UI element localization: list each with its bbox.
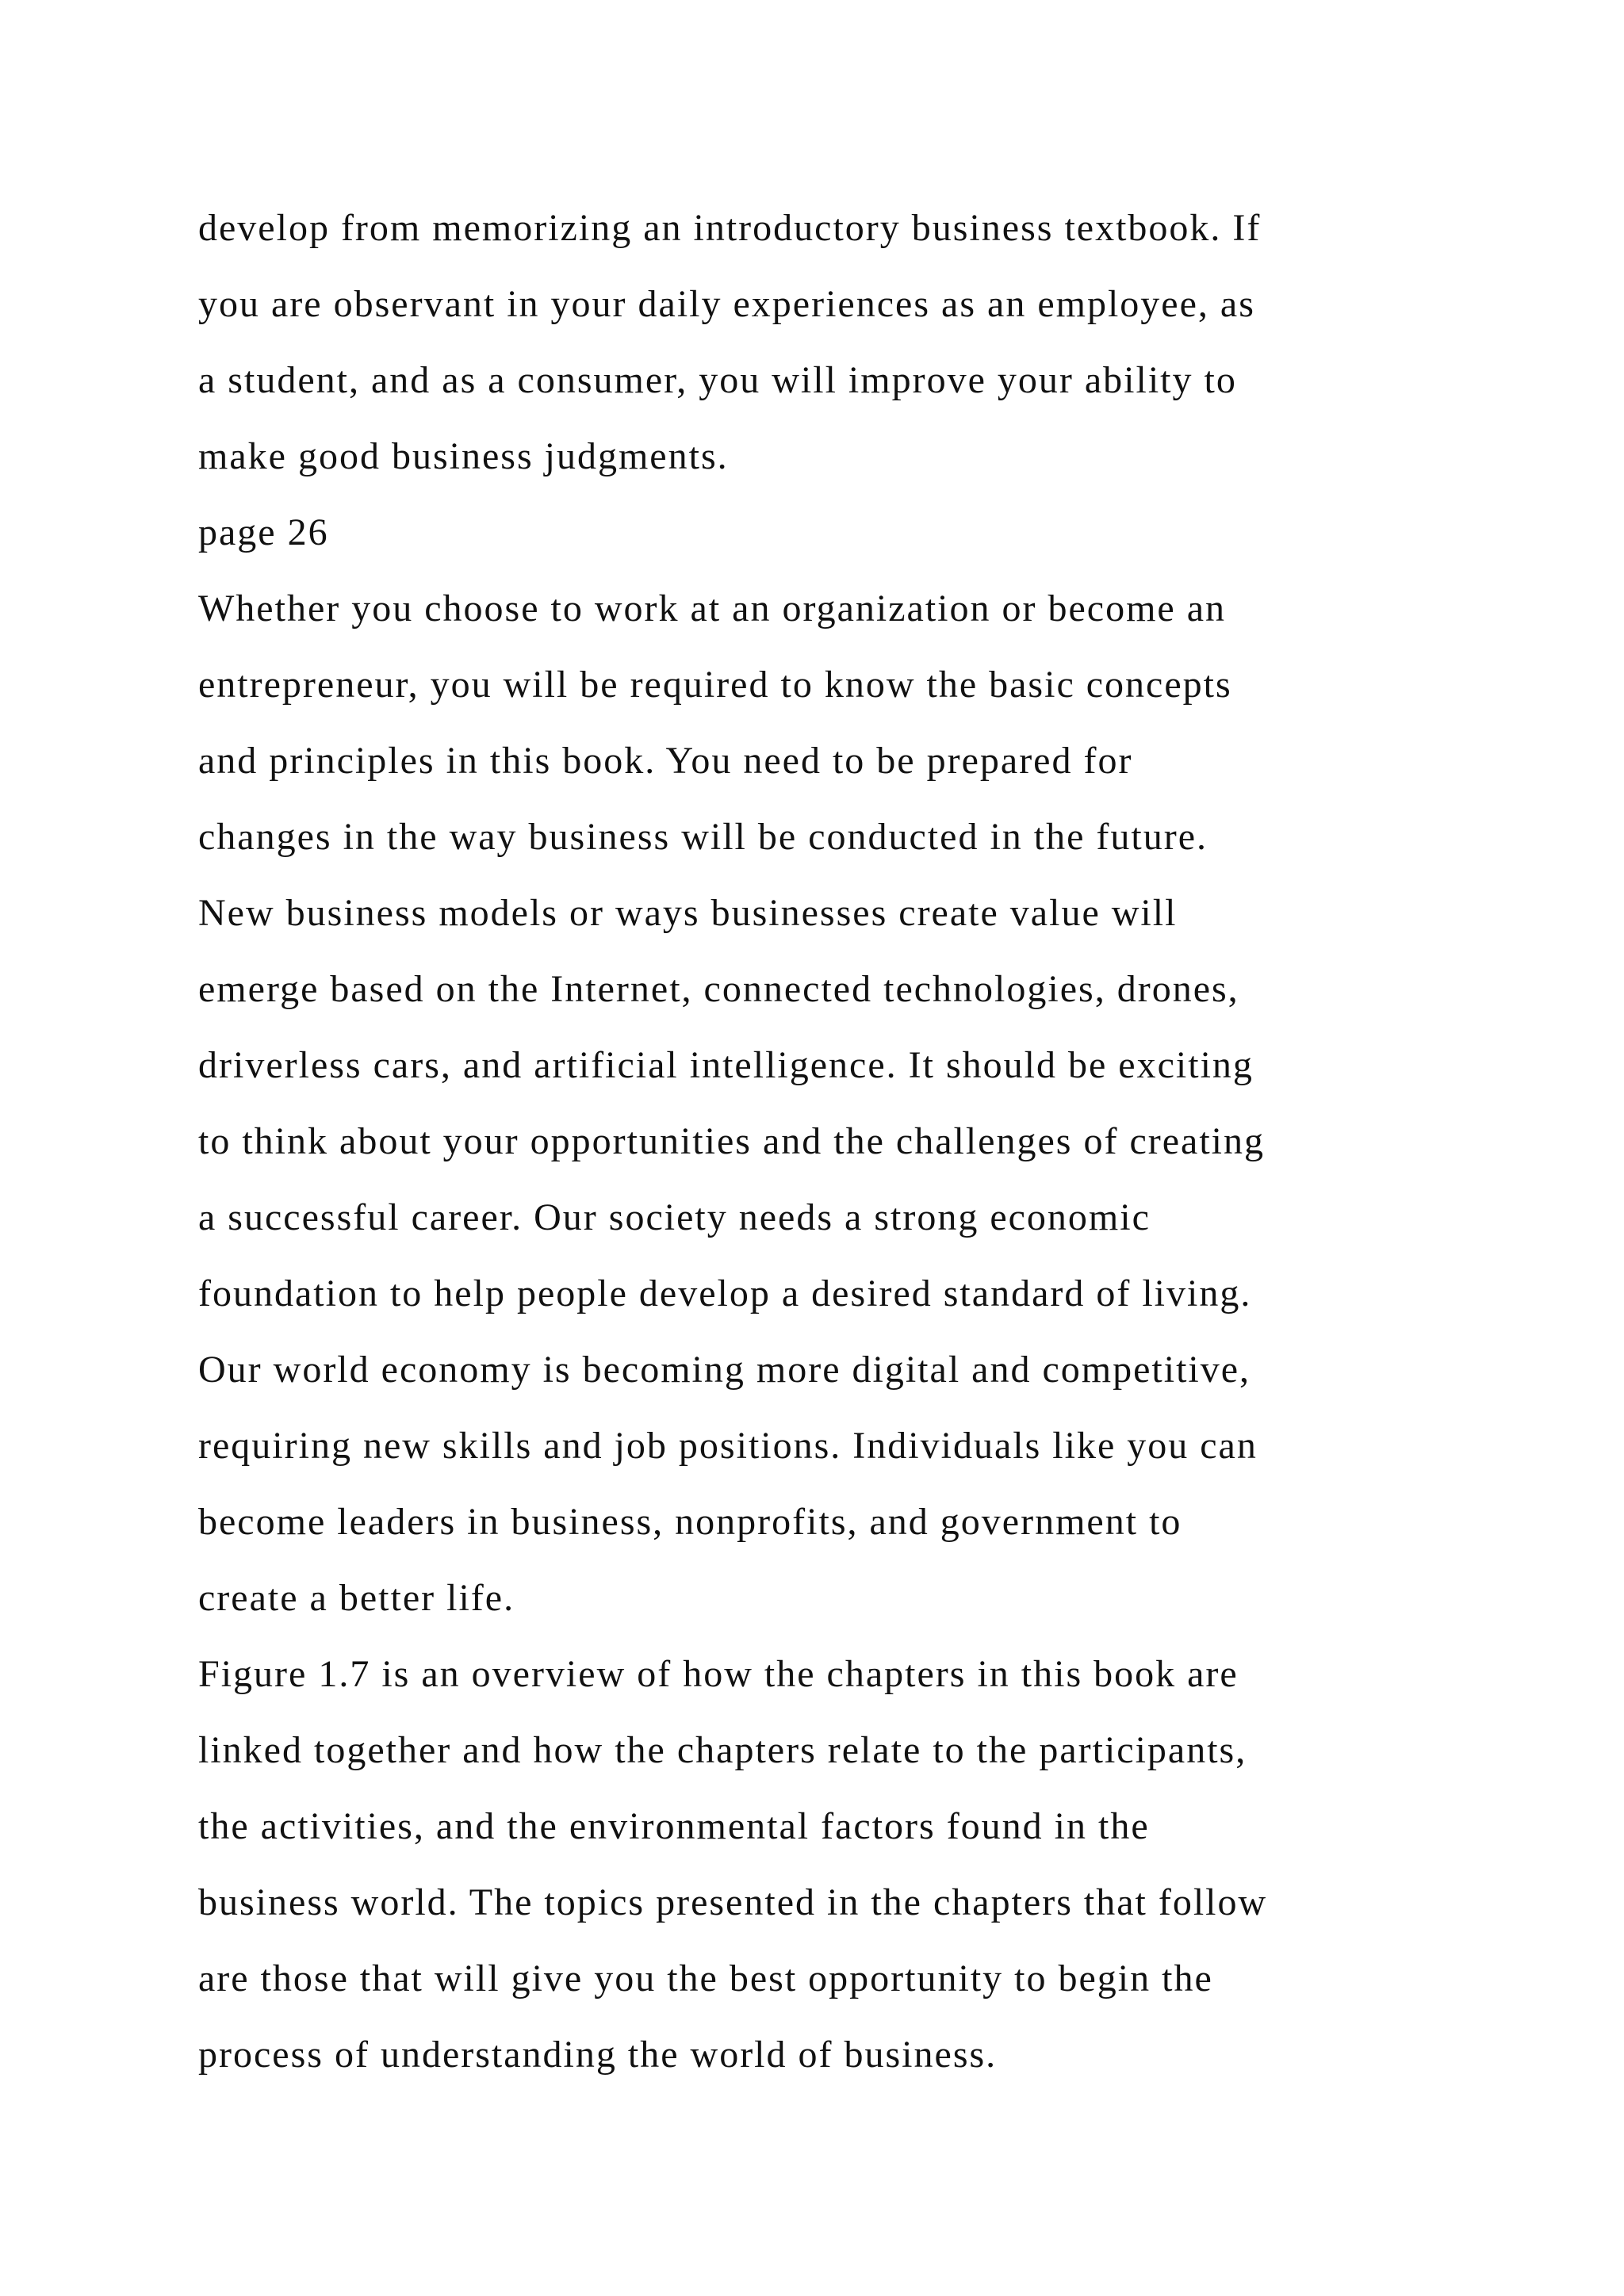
text-line: Our world economy is becoming more digital and competitive, <box>198 1349 1251 1391</box>
text-line: the activities, and the environmental factors found in the <box>198 1805 1150 1847</box>
text-line: you are observant in your daily experiences as an employee, as <box>198 283 1255 325</box>
text-line: and principles in this book. You need to be prepared for <box>198 740 1133 782</box>
page-number: page 26 <box>198 511 329 553</box>
text-line: business world. The topics presented in the chapters that follow <box>198 1881 1268 1923</box>
text-line: become leaders in business, nonprofits, and government to <box>198 1501 1182 1543</box>
text-line: to think about your opportunities and the challenges of creating <box>198 1120 1266 1162</box>
text-line: process of understanding the world of business. <box>198 2034 998 2076</box>
text-line: create a better life. <box>198 1577 515 1619</box>
text-line: develop from memorizing an introductory business textbook. If <box>198 207 1262 249</box>
text-line: changes in the way business will be conducted in the future. <box>198 816 1208 858</box>
text-line: foundation to help people develop a desired standard of living. <box>198 1272 1252 1314</box>
text-line: are those that will give you the best opportunity to begin the <box>198 1957 1213 1999</box>
text-line: driverless cars, and artificial intelligence. It should be exciting <box>198 1044 1254 1086</box>
body-text <box>198 190 1467 2093</box>
text-line: a successful career. Our society needs a strong economic <box>198 1196 1151 1238</box>
text-line: New business models or ways businesses create value will <box>198 892 1178 934</box>
text-line: linked together and how the chapters relate to the participants, <box>198 1729 1247 1771</box>
text-line: emerge based on the Internet, connected technologies, drones, <box>198 968 1239 1010</box>
text-line: entrepreneur, you will be required to know the basic concepts <box>198 664 1232 706</box>
text-line: requiring new skills and job positions. Individuals like you can <box>198 1425 1258 1467</box>
text-line: make good business judgments. <box>198 435 729 477</box>
text-line: Whether you choose to work at an organization or become an <box>198 587 1227 629</box>
text-line: a student, and as a consumer, you will improve your ability to <box>198 359 1237 401</box>
text-line: Figure 1.7 is an overview of how the chapters in this book are <box>198 1653 1239 1695</box>
